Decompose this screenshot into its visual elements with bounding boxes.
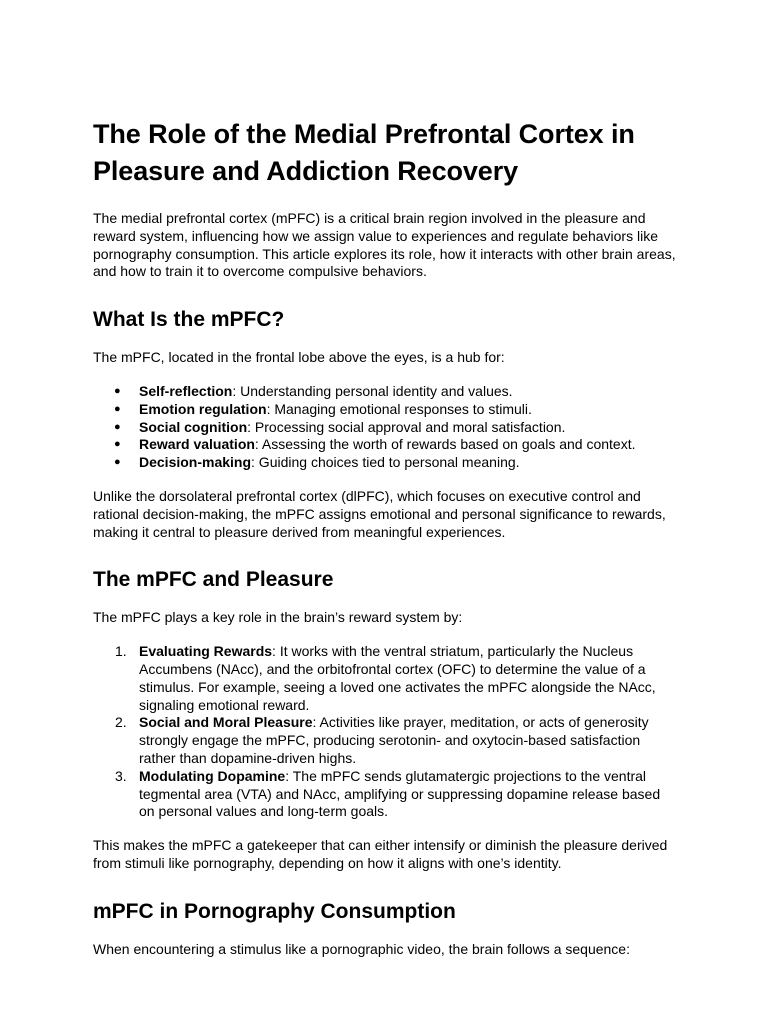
list-item-text: : Managing emotional responses to stimuli. — [266, 400, 532, 417]
list-item-text: : Understanding personal identity and values. — [232, 382, 513, 399]
list-item-text: : Processing social approval and moral satisfaction. — [247, 418, 566, 435]
item-number: 3. — [115, 767, 127, 784]
list-item — [93, 454, 676, 472]
item-number: 1. — [115, 643, 127, 660]
section-heading-mpfc-and-pleasure: The mPFC and Pleasure — [93, 568, 334, 592]
section1-outro: Unlike the dorsolateral prefrontal cortex (dlPFC), which focuses on executive control and rational decision-making, the mPFC assigns emotional and personal significance to rewards, making it central to pleasure derived from meaningful experiences. — [93, 487, 666, 540]
mpfc-functions-list — [93, 383, 676, 472]
section2-outro: This makes the mPFC a gatekeeper that can either intensify or diminish the pleasure derived from stimuli like pornography, depending on how it aligns with one’s identity. — [93, 837, 668, 871]
intro-paragraph: The medial prefrontal cortex (mPFC) is a critical brain region involved in the pleasure and reward system, influencing how we assign value to experiences and regulate behaviors like pornography consumption. This article explores its role, how it interacts with other brain areas, and how to train it to overcome compulsive behaviors. — [93, 210, 676, 280]
numbered-item-term: Evaluating Rewards — [139, 643, 273, 660]
numbered-item-term: Social and Moral Pleasure — [139, 714, 313, 731]
list-item-text: : Guiding choices tied to personal meaning. — [251, 454, 520, 471]
section-heading-mpfc-in-pornography: mPFC in Pornography Consumption — [93, 899, 456, 923]
numbered-item — [93, 643, 676, 714]
list-item — [93, 436, 676, 454]
section-heading-what-is-mpfc: What Is the mPFC? — [93, 308, 285, 332]
list-item — [93, 401, 676, 419]
list-item-term: Decision-making — [139, 454, 252, 471]
list-item-text: : Assessing the worth of rewards based on goals and context. — [254, 436, 636, 453]
numbered-item-text: : Activities like prayer, meditation, or acts of generosity strongly engage the mPFC, producing serotonin- and oxytocin-based satisfaction rather than dopamine-driven highs. — [139, 714, 649, 766]
list-item-term: Social cognition — [139, 418, 248, 435]
item-number: 2. — [115, 714, 127, 731]
list-item-term: Reward valuation — [139, 436, 255, 453]
numbered-item-text: : It works with the ventral striatum, particularly the Nucleus Accumbens (NAcc), and the orbitofrontal cortex (OFC) to determine the value of a stimulus. For example, seeing a loved one activates the mPFC alongside the NAcc, signaling emotional reward. — [139, 643, 656, 713]
numbered-item — [93, 714, 676, 767]
document-title: The Role of the Medial Prefrontal Cortex in Pleasure and Addiction Recovery — [93, 119, 635, 186]
list-item — [93, 419, 676, 437]
section3-intro: When encountering a stimulus like a pornographic video, the brain follows a sequence: — [93, 940, 630, 957]
list-item — [93, 383, 676, 401]
numbered-item — [93, 768, 676, 821]
section2-intro: The mPFC plays a key role in the brain’s reward system by: — [93, 609, 463, 626]
list-item-term: Self-reflection — [139, 382, 233, 399]
numbered-item-text: : The mPFC sends glutamatergic projections to the ventral tegmental area (VTA) and NAcc, amplifying or suppressing dopamine release based on personal values and long-term goals. — [139, 767, 661, 820]
numbered-item-term: Modulating Dopamine — [139, 767, 286, 784]
list-item-term: Emotion regulation — [139, 400, 267, 417]
section1-intro: The mPFC, located in the frontal lobe above the eyes, is a hub for: — [93, 349, 505, 366]
reward-roles-list — [93, 643, 676, 821]
